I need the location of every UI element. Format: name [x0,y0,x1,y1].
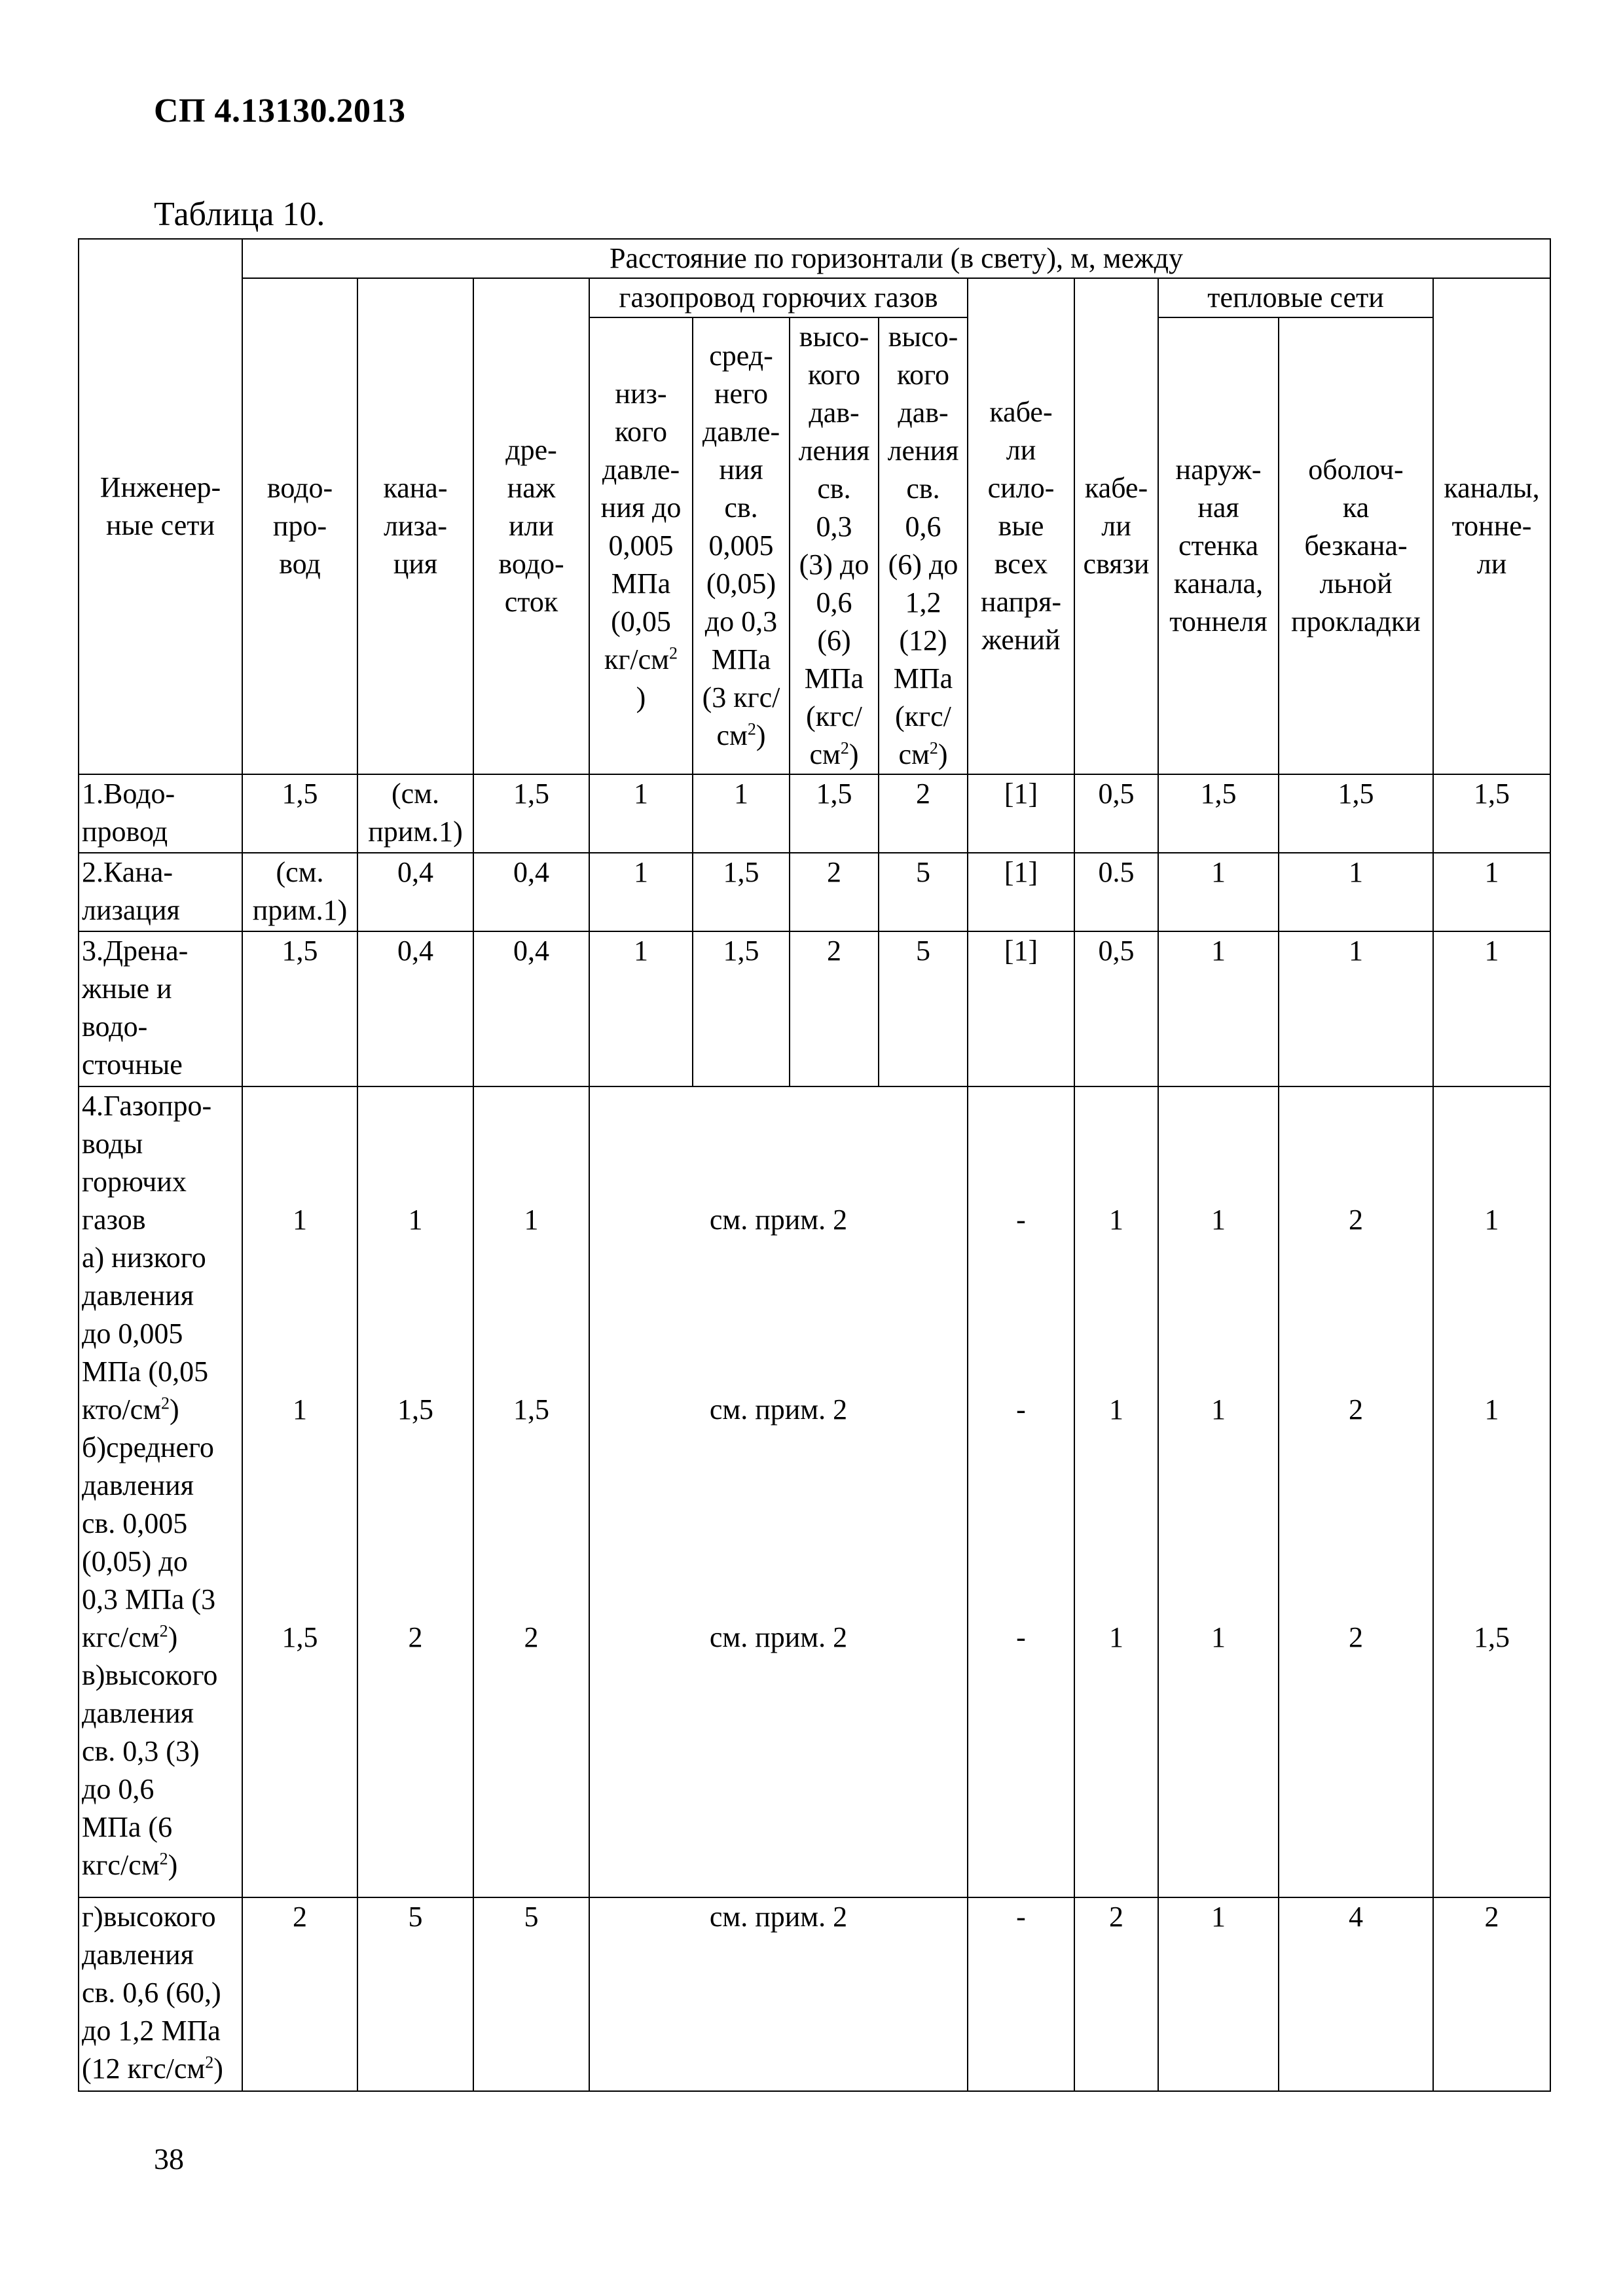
table-cell [473,1086,589,1897]
row-label-sewerage: 2.Кана- лизация [79,853,242,931]
document-code: СП 4.13130.2013 [154,92,406,130]
see-note-b: см. прим. 2 [709,1393,848,1426]
table-cell: (см. прим.1) [242,853,357,931]
value-a: 1 [524,1204,539,1236]
header-gas-high-pressure-0-6: высо- кого дав- ления св. 0,3 (3) до 0,6 (6) МПа (кгс/ $см^2$) [790,317,879,774]
table-cell: 2 [1433,1897,1550,2091]
table-cell: 0,4 [473,931,589,1087]
header-power-cables: кабе- ли сило- вые всех напря- жений [968,278,1074,774]
value-c: 1 [1211,1621,1226,1654]
table-cell: 1 [589,931,693,1087]
table-cell: 2 [1074,1897,1158,2091]
table-cell: 1,5 [242,774,357,853]
table-cell: 1,5 [1279,774,1433,853]
gas-see-note-cell [589,1086,968,1897]
value-b: - [1016,1393,1026,1426]
table-cell: 4 [1279,1897,1433,2091]
header-gas-high-pressure-1-2: высо- кого дав- ления св. 0,6 (6) до 1,2 (12) МПа (кгс/ $см^2$) [879,317,968,774]
table-cell: 0,4 [357,931,473,1087]
see-note-c: см. прим. 2 [709,1621,848,1654]
row-label-gas-high-pressure-1-2: г)высокого давления св. 0,6 (60,) до 1,2 МПа (12 кгс/$см^2$) [79,1897,242,2091]
row-label-drainage: 3.Дрена- жные и водо- сточные [79,931,242,1087]
value-b: 1 [1109,1393,1123,1426]
table-cell: 2 [790,853,879,931]
header-channels-tunnels: каналы, тонне- ли [1433,278,1550,774]
table-cell [242,1086,357,1897]
table-cell: 0,5 [1074,931,1158,1087]
table-cell: [1] [968,931,1074,1087]
table-cell [968,1086,1074,1897]
value-c: 2 [408,1621,423,1654]
table-cell: 1,5 [790,774,879,853]
header-heat-sheath: оболоч- ка безкана- льной прокладки [1279,317,1433,774]
header-gas-low-pressure: низ- кого давле- ния до 0,005 МПа (0,05 $кг/см^2$ ) [589,317,693,774]
table-cell: 0,4 [357,853,473,931]
value-b: 1 [1484,1393,1499,1426]
table-cell [1074,1086,1158,1897]
header-communication-cables: кабе- ли связи [1074,278,1158,774]
table-cell [1279,1086,1433,1897]
header-engineering-networks: Инженер- ные сети [79,239,242,774]
table-cell: - [968,1897,1074,2091]
table-cell [357,1086,473,1897]
value-a: 1 [293,1204,307,1236]
table-row [79,774,1550,853]
see-note-a: см. прим. 2 [709,1204,848,1236]
table-cell: 0.5 [1074,853,1158,931]
value-a: 1 [1109,1204,1123,1236]
table-cell: 1,5 [473,774,589,853]
table-cell: 0,5 [1074,774,1158,853]
value-b: 1,5 [397,1393,433,1426]
table-cell: 1 [1158,853,1279,931]
header-drainage: дре- наж или водо- сток [473,278,589,774]
value-c: 2 [1349,1621,1363,1654]
table-cell: (см. прим.1) [357,774,473,853]
table-row [79,1897,1550,2091]
table-cell: 1,5 [1158,774,1279,853]
table-cell: 2 [879,774,968,853]
header-gas-pipeline-group: газопровод горючих газов [589,278,968,317]
table-cell: 1 [1433,931,1550,1087]
distance-table [78,238,1551,2092]
table-cell: 1 [1158,1897,1279,2091]
table-cell: 5 [879,931,968,1087]
table-caption: Таблица 10. [154,196,325,233]
table-cell: 1,5 [1433,774,1550,853]
value-b: 1 [1211,1393,1226,1426]
table-cell: 1,5 [242,931,357,1087]
table-cell [1158,1086,1279,1897]
table-row [79,853,1550,931]
gas-see-note-cell: см. прим. 2 [589,1897,968,2091]
table-cell: 5 [357,1897,473,2091]
page-number: 38 [154,2142,184,2176]
table-cell: 2 [790,931,879,1087]
table-cell: 1 [1433,853,1550,931]
table-row [79,931,1550,1087]
value-c: 1,5 [282,1621,318,1654]
table-cell: 1 [589,774,693,853]
header-gas-medium-pressure: сред- него давле- ния св. 0,005 (0,05) до 0,3 МПа (3 кгс/ $см^2$) [693,317,790,774]
row-label-gas-pipelines: 4.Газопро- воды горючих газов а) низкого давления до 0,005 МПа (0,05 кто/$см^2$) б)среднего давления св. 0,005 (0,05) до 0,3 МПа (3 кгс/$см^2$) в)высокого давления св. 0,3 (3) до 0,6 МПа (6 кгс/$см^2$) [79,1086,242,1897]
value-c: 1,5 [1474,1621,1510,1654]
value-c: 1 [1109,1621,1123,1654]
header-heat-outer-wall: наруж- ная стенка канала, тоннеля [1158,317,1279,774]
table-cell: 1 [1279,853,1433,931]
value-c: 2 [524,1621,539,1654]
table-cell: [1] [968,853,1074,931]
value-a: 1 [1484,1204,1499,1236]
value-c: - [1016,1621,1026,1654]
value-a: 1 [408,1204,423,1236]
table-cell: 1,5 [693,853,790,931]
row-label-water-supply: 1.Водо- провод [79,774,242,853]
header-sewerage: кана- лиза- ция [357,278,473,774]
table-cell [1433,1086,1550,1897]
table-cell: 1 [693,774,790,853]
table-cell: [1] [968,774,1074,853]
table-cell: 1 [1279,931,1433,1087]
table-row [79,1086,1550,1897]
value-a: 1 [1211,1204,1226,1236]
value-a: 2 [1349,1204,1363,1236]
value-a: - [1016,1204,1026,1236]
table-cell: 5 [879,853,968,931]
value-b: 1 [293,1393,307,1426]
table-cell: 1 [1158,931,1279,1087]
table-cell: 1,5 [693,931,790,1087]
header-heat-networks-group: тепловые сети [1158,278,1433,317]
value-b: 1,5 [513,1393,549,1426]
value-b: 2 [1349,1393,1363,1426]
table-cell: 0,4 [473,853,589,931]
table-cell: 2 [242,1897,357,2091]
header-horizontal-distance: Расстояние по горизонтали (в свету), м, между [242,239,1550,278]
table-cell: 1 [589,853,693,931]
table-cell: 5 [473,1897,589,2091]
header-water-supply: водо- про- вод [242,278,357,774]
